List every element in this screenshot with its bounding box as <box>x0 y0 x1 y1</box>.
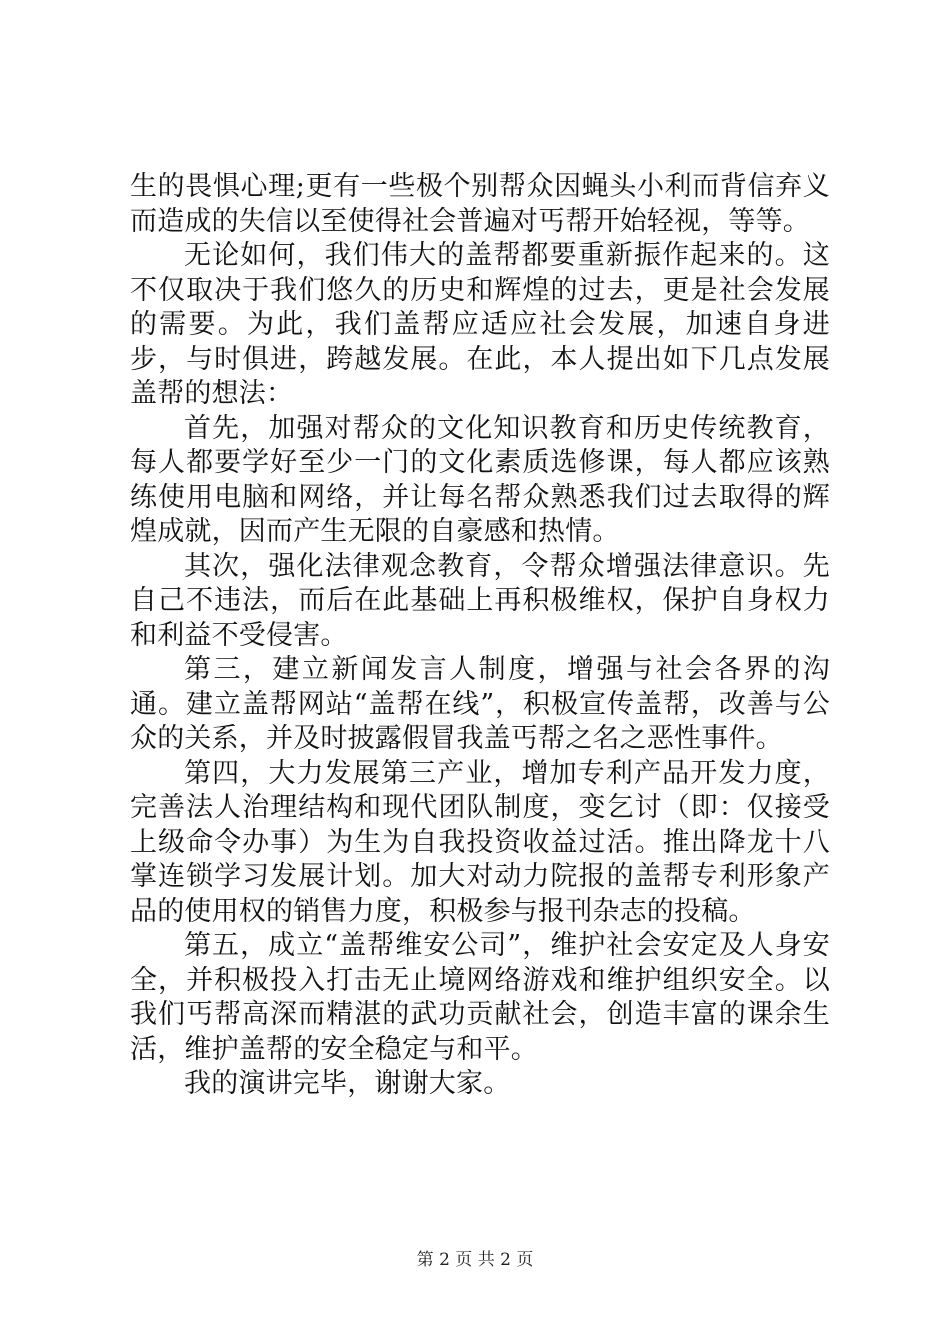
paragraph-fourth-point: 第四，大力发展第三产业，增加专利产品开发力度，完善法人治理结构和现代团队制度，变乞讨（即：仅接受上级命令办事）为生为自我投资收益过活。推出降龙十八掌连锁学习发展计划。加大对动力院报的盖帮专利形象产品的使用权的销售力度，积极参与报刊杂志的投稿。 <box>130 757 830 927</box>
paragraph-fifth-point: 第五，成立“盖帮维安公司”，维护社会安定及人身安全，并积极投入打击无止境网络游戏和维护组织安全。以我们丐帮高深而精湛的武功贡献社会，创造丰富的课余生活，维护盖帮的安全稳定与和平。 <box>130 930 830 1065</box>
paragraph-closing: 我的演讲完毕，谢谢大家。 <box>184 1068 511 1099</box>
document-body <box>130 170 830 1102</box>
paragraph-second-point: 其次，强化法律观念教育，令帮众增强法律意识。先自己不违法，而后在此基础上再积极维权，保护自身权力和利益不受侵害。 <box>130 550 830 651</box>
paragraph-intro: 无论如何，我们伟大的盖帮都要重新振作起来的。这不仅取决于我们悠久的历史和辉煌的过去，更是社会发展的需要。为此，我们盖帮应适应社会发展，加速自身进步，与时俱进，跨越发展。在此，本人提出如下几点发展盖帮的想法： <box>130 240 830 409</box>
paragraph-third-point: 第三，建立新闻发言人制度，增强与社会各界的沟通。建立盖帮网站“盖帮在线”，积极宣传盖帮，改善与公众的关系，并及时披露假冒我盖丐帮之名之恶性事件。 <box>130 654 830 754</box>
paragraph-first-point: 首先，加强对帮众的文化知识教育和历史传统教育，每人都要学好至少一门的文化素质选修课，每人都应该熟练使用电脑和网络，并让每名帮众熟悉我们过去取得的辉煌成就，因而产生无限的自豪感和热情。 <box>130 412 830 547</box>
page-number-footer: 第 2 页 共 2 页 <box>416 1250 534 1270</box>
paragraph-continuation: 生的畏惧心理;更有一些极个别帮众因蝇头小利而背信弃义而造成的失信以至使得社会普遍对丐帮开始轻视，等等。 <box>130 171 830 237</box>
